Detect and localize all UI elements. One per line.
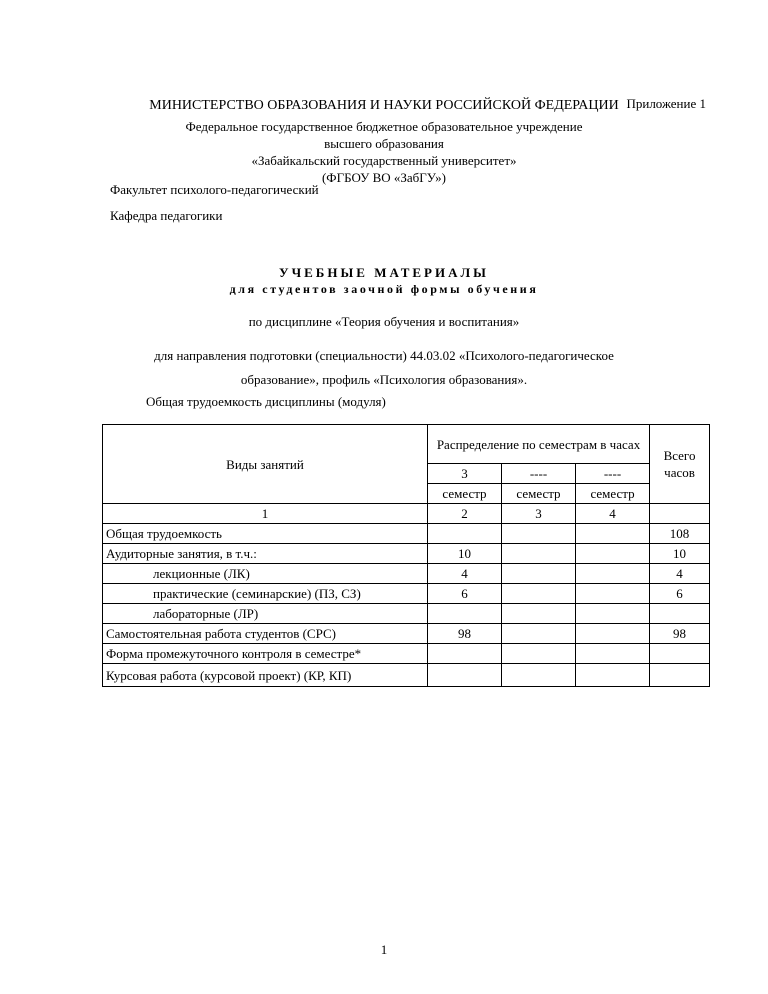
table-row [103,564,710,584]
cell-total: 108 [650,524,710,544]
cell-s2 [502,584,576,604]
cell-s3 [576,664,650,687]
cell-s3 [576,644,650,664]
empty-cell [650,504,710,524]
document-subtitle: для студентов заочной формы обучения [229,282,539,296]
discipline-line: по дисциплине «Теория обучения и воспитания» [248,314,520,329]
header-distribution: Распределение по семестрам в часах [428,425,650,464]
semester-num: ---- [502,464,576,484]
numbering-row [103,504,710,524]
cell-s1 [428,524,502,544]
column-number: 1 [103,504,428,524]
org-line: Федеральное государственное бюджетное образовательное учреждение [185,119,583,134]
appendix-label: Приложение 1 [626,96,706,111]
row-label: лекционные (ЛК) [103,564,428,584]
column-number: 4 [576,504,650,524]
row-label: практические (семинарские) (ПЗ, СЗ) [103,584,428,604]
table-row [103,584,710,604]
cell-s3 [576,544,650,564]
cell-s3 [576,584,650,604]
cell-total: 4 [650,564,710,584]
cell-s2 [502,644,576,664]
header-total: Всего часов [650,425,710,504]
row-label: Самостоятельная работа студентов (СРС) [103,624,428,644]
cell-s1 [428,604,502,624]
cell-total [650,664,710,687]
table-row [103,644,710,664]
cell-s3 [576,604,650,624]
table-row [103,524,710,544]
org-line: «Забайкальский государственный университет» [251,153,517,168]
column-number: 3 [502,504,576,524]
semester-num: 3 [428,464,502,484]
cell-total [650,644,710,664]
cell-s2 [502,624,576,644]
column-number: 2 [428,504,502,524]
table-row [103,544,710,564]
direction-line-2: образование», профиль «Психология образования». [240,372,528,387]
document-title: УЧЕБНЫЕ МАТЕРИАЛЫ [279,265,489,280]
org-line: (ФГБОУ ВО «ЗабГУ») [321,170,447,185]
row-label: Форма промежуточного контроля в семестре* [103,644,428,664]
faculty-line: Факультет психолого-педагогический [110,182,319,197]
semester-label: семестр [428,484,502,504]
cell-s3 [576,624,650,644]
row-label: Аудиторные занятия, в т.ч.: [103,544,428,564]
cell-s2 [502,604,576,624]
cell-s3 [576,524,650,544]
labor-intensity-label: Общая трудоемкость дисциплины (модуля) [146,394,386,409]
cell-s2 [502,524,576,544]
org-line: высшего образования [324,136,444,151]
cell-s2 [502,564,576,584]
cell-s1: 6 [428,584,502,604]
cell-total: 6 [650,584,710,604]
cell-s1: 10 [428,544,502,564]
ministry-name: МИНИСТЕРСТВО ОБРАЗОВАНИЯ И НАУКИ РОССИЙСКОЙ ФЕДЕРАЦИИ [149,98,619,113]
cell-s1: 98 [428,624,502,644]
table-row [103,604,710,624]
cell-total: 10 [650,544,710,564]
table-row [103,624,710,644]
row-label: лабораторные (ЛР) [103,604,428,624]
direction-line-1: для направления подготовки (специальности) 44.03.02 «Психолого-педагогическое [154,348,614,363]
cell-total: 98 [650,624,710,644]
hours-table [102,424,710,687]
header-types: Виды занятий [103,425,428,504]
cell-s1: 4 [428,564,502,584]
cell-s1 [428,644,502,664]
semester-label: семестр [502,484,576,504]
organization-block [0,118,768,186]
semester-label: семестр [576,484,650,504]
table-row [103,664,710,687]
semester-num: ---- [576,464,650,484]
cell-s3 [576,564,650,584]
department-line: Кафедра педагогики [110,208,223,223]
row-label: Общая трудоемкость [103,524,428,544]
cell-s2 [502,664,576,687]
cell-s2 [502,544,576,564]
cell-total [650,604,710,624]
page-number: 1 [380,942,388,957]
cell-s1 [428,664,502,687]
row-label: Курсовая работа (курсовой проект) (КР, КП) [103,664,428,687]
